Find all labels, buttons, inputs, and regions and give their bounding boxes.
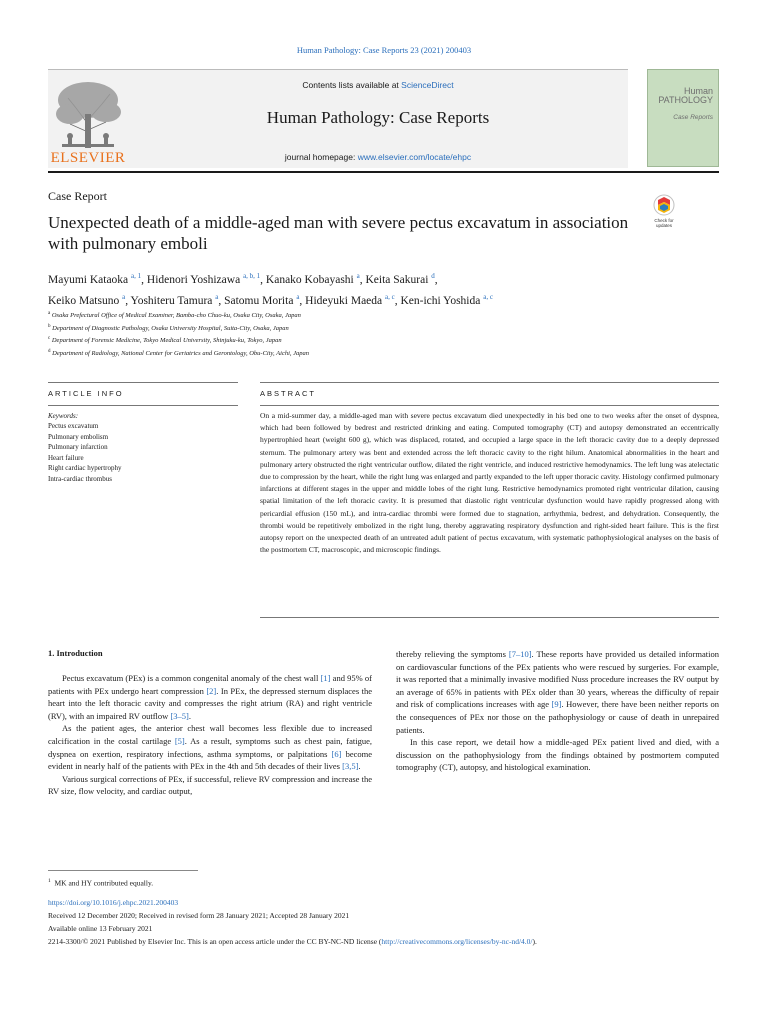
author-name: Yoshiteru Tamura <box>130 294 213 307</box>
journal-reference[interactable]: Human Pathology: Case Reports 23 (2021) 200403 <box>296 45 472 55</box>
license-prefix: 2214-3300/© 2021 Published by Elsevier Inc. This is an open access article under the CC BY-NC-ND license ( <box>48 937 382 946</box>
article-info-rule <box>48 382 238 383</box>
abstract-heading: ABSTRACT <box>260 389 317 398</box>
sciencedirect-link[interactable]: ScienceDirect <box>401 80 454 90</box>
keyword: Pulmonary infarction <box>48 443 108 451</box>
available-online: Available online 13 February 2021 <box>48 924 153 933</box>
citation-link[interactable]: [1] <box>320 673 331 683</box>
section-heading-introduction: 1. Introduction <box>48 648 103 658</box>
journal-homepage-line <box>128 152 628 162</box>
affiliation-marker: b <box>48 323 51 329</box>
crossmark-icon[interactable] <box>649 193 679 229</box>
keyword: Right cardiac hypertrophy <box>48 464 122 472</box>
author-name: Keiko Matsuno <box>48 294 120 307</box>
abstract-rule <box>260 382 719 383</box>
affiliation <box>48 334 688 347</box>
affiliation-text: Osaka Prefectural Office of Medical Examiner, Bamba-cho Chuo-ku, Osaka City, Osaka, Japan <box>50 312 301 320</box>
citation-link[interactable]: [3,5] <box>342 761 359 772</box>
homepage-prefix: journal homepage: <box>284 152 358 162</box>
cover-subtitle: Case Reports <box>673 114 713 121</box>
paragraph: In this case report, we detail how a middle-aged PEx patient lived and died, with a discussion on the pathophysiology from the findings obtained by postmortem computed tomography (CT), autopsy, and histological examination. <box>396 737 719 773</box>
affiliation-text: Department of Forensic Medicine, Tokyo Medical University, Shinjuku-ku, Tokyo, Japan <box>50 337 282 345</box>
body-column-left <box>48 672 372 798</box>
keyword: Pectus excavatum <box>48 422 99 430</box>
footnote <box>48 878 153 888</box>
keyword: Heart failure <box>48 453 84 462</box>
affiliation <box>48 347 688 360</box>
author-affiliation-marker[interactable]: a <box>215 292 219 301</box>
contents-available-line <box>128 80 628 90</box>
doi-link[interactable]: https://doi.org/10.1016/j.ehpc.2021.200403 <box>48 898 179 907</box>
paragraph: Pectus excavatum (PEx) is a common congenital anomaly of the chest wall [1] and 95% of patients with PEx undergo heart compression [2]. In PEx, the depressed sternum displaces the heart into the left thoracic cavity and compresses the right atrium (RA) and right ventricle (RV), with an impaired RV outflow [3–5]. <box>48 673 373 721</box>
cover-title <box>658 87 713 105</box>
keyword: Intra-cardiac thrombus <box>48 474 112 483</box>
affiliation-marker: d <box>48 348 51 354</box>
publisher-name: ELSEVIER <box>50 150 126 166</box>
article-info-heading: ARTICLE INFO <box>48 389 124 398</box>
affiliation-marker: a <box>48 311 51 316</box>
license-line <box>48 937 728 946</box>
footnote-rule <box>48 870 198 871</box>
article-info-rule-2 <box>48 405 238 406</box>
author-affiliation-marker[interactable]: a, c <box>385 292 395 301</box>
keyword-list <box>48 421 121 484</box>
cover-line-pathology: PATHOLOGY <box>658 95 713 105</box>
keywords-label: Keywords: <box>48 412 79 420</box>
article-type: Case Report <box>48 189 107 203</box>
citation-link[interactable]: [5] <box>174 735 185 746</box>
header-divider <box>48 171 719 173</box>
author-line-1: Mayumi Kataoka $^{a, 1}$, Hidenori Yoshizawa $^{a, b, 1}$, Kanako Kobayashi $^a$, Keita Sakurai $^d$, <box>48 272 438 286</box>
author-affiliation-marker[interactable]: d <box>431 272 435 280</box>
author-name: Mayumi Kataoka <box>48 273 129 286</box>
author-name: Hideyuki Maeda <box>305 294 383 307</box>
citation-link[interactable]: [6] <box>331 748 342 759</box>
affiliation-marker: c <box>48 336 51 342</box>
author-affiliation-marker[interactable]: a, b, 1 <box>243 272 261 280</box>
citation-link[interactable]: [9] <box>551 699 562 710</box>
abstract-rule-2 <box>260 405 719 406</box>
body-column-right <box>396 648 719 774</box>
author-affiliation-marker[interactable]: a, 1 <box>131 272 142 280</box>
journal-cover-thumbnail[interactable] <box>647 69 719 167</box>
author-affiliation-marker[interactable]: a, c <box>483 292 493 301</box>
author-name: Ken-ichi Yoshida <box>400 294 481 307</box>
paragraph: thereby relieving the symptoms [7–10]. These reports have provided us detailed information on cardiovascular functions of the PEx patients who were rescued by surgeries. For example, it was reported that a minimally invasive modified Nuss procedure increases the RV output by an average of 65% in patients with PEx older than 30 years, whereas the difficulty of repair and risk of complications increases with age [9]. However, there have been neither reports on the consequences of PEx nor those on the pathophysiology or cause of death in unrepaired patients. <box>396 649 720 735</box>
affiliation-text: Department of Radiology, National Center for Geriatrics and Gerontology, Obu-City, Aichi, Japan <box>50 350 310 358</box>
citation-link[interactable]: [3–5] <box>170 710 189 721</box>
author-name: Satomu Morita <box>224 294 294 307</box>
homepage-link[interactable]: www.elsevier.com/locate/ehpc <box>357 152 472 162</box>
footnote-marker: 1 <box>48 878 51 884</box>
citation-link[interactable]: [7–10] <box>508 649 532 659</box>
cover-line-human: Human <box>683 86 713 96</box>
footnote-text: MK and HY contributed equally. <box>54 878 154 888</box>
license-link[interactable]: http://creativecommons.org/licenses/by-nc-nd/4.0/ <box>381 937 533 946</box>
journal-title: Human Pathology: Case Reports <box>266 108 490 127</box>
author-affiliation-marker[interactable]: a <box>356 272 360 280</box>
paragraph: As the patient ages, the anterior chest wall becomes less flexible due to increased calcification in the costal cartilage [5]. As a result, symptoms such as chest pain, fatigue, dyspnea on exertion, respiratory infections, asthma symptoms, or palpitations [6] become evident in nearly half of the patients with PEx in the 4th and 5th decades of their lives [3,5]. <box>48 723 372 772</box>
affiliation-text: Department of Diagnostic Pathology, Osaka University Hospital, Suita-City, Osaka, Japan <box>50 324 289 332</box>
author-affiliation-marker[interactable]: a <box>296 292 300 301</box>
author-name: Hidenori Yoshizawa <box>146 273 241 286</box>
author-affiliation-marker[interactable]: a <box>122 292 126 301</box>
crossmark-label-2: updates <box>655 223 673 228</box>
author-line-2: Keiko Matsuno $^a$, Yoshiteru Tamura $^a$, Satomu Morita $^a$, Hideyuki Maeda $^{a, c}$, Ken-ichi Yoshida $^{a, c}$ <box>48 292 493 307</box>
citation-link[interactable]: [2] <box>206 685 217 696</box>
affiliation-list <box>48 309 688 360</box>
author-name: Keita Sakurai <box>365 273 429 286</box>
contents-prefix: Contents lists available at <box>302 80 402 90</box>
abstract-end-rule <box>260 617 719 618</box>
author-list <box>48 268 688 310</box>
license-suffix: ). <box>532 937 537 946</box>
keyword: Pulmonary embolism <box>48 432 109 441</box>
affiliation <box>48 322 688 335</box>
crossmark-label: Check for <box>654 218 674 223</box>
paragraph: Various surgical corrections of PEx, if successful, relieve RV compression and increase the RV size, flow velocity, and cardiac output, <box>48 773 372 797</box>
affiliation <box>48 309 688 322</box>
author-name: Kanako Kobayashi <box>265 273 354 286</box>
abstract-text: On a mid-summer day, a middle-aged man with severe pectus excavatum died unexpectedly in his bed one to two weeks after the onset of dyspnea, which had been followed by bedrest and restricted drinking and eating. Computed tomography (CT) and autopsy demonstrated an eccentrically hypertrophied heart (weight 600 g), which was displaced, rotated, and occupied a large space in the left thoracic cavity due to a deeply depressed sternum. The pulmonary artery was bent and extended across the left thoracic cavity to the right hilum. Anatomical abnormalities in the heart and pulmonary artery obstructed the right ventricular outflow, dilated the right ventricle, and induced restrictive hemodynamics. The left lung was atelectatic due to compression by the heart, while the right lung was enlarged and partly expanded to the left upper thoracic cavity. Histology confirmed pulmonary infarctions at different stages in the upper and middle lobes of the right lung. Restrictive hemodynamics promoted right ventricular dilation, causing spatial limitation of the left thoracic cavity. It is presumed that diastolic right ventricular dysfunction would have rapidly progressed along with pericardial effusion (150 mL), and intra-cardiac thrombi were formed due to stagnation, arrhythmia, bedrest, and dehydration. Consequently, the thrombi would be repetitively embolized in the right lung, thereby aggravating respiratory dysfunction and right-sided heart failure. This is the first autopsy report on the unexpected death of an untreated adult patient of pectus excavatum, with systematic pathophysiological analyses on the basis of the postmortem CT, macroscopic, and microscopic findings. <box>260 411 719 555</box>
article-title: Unexpected death of a middle-aged man with severe pectus excavatum in association with pulmonary emboli <box>48 213 629 253</box>
received-dates: Received 12 December 2020; Received in revised form 28 January 2021; Accepted 28 January 2021 <box>48 911 350 920</box>
